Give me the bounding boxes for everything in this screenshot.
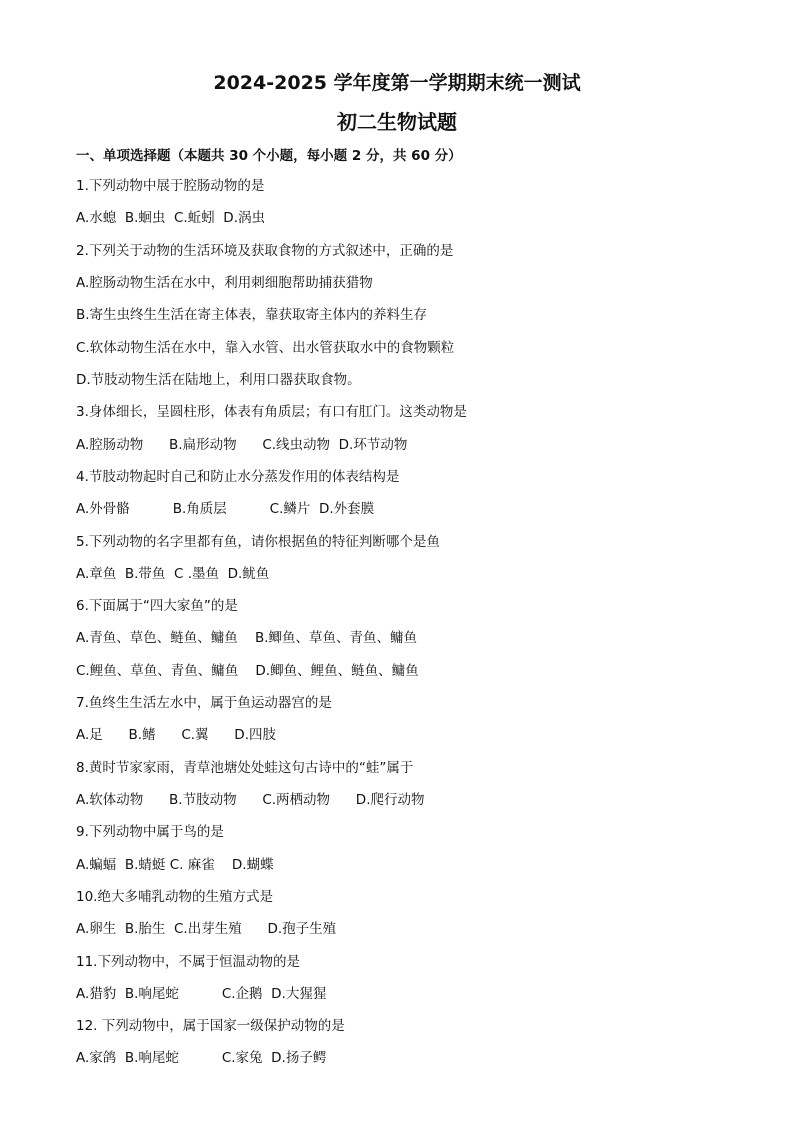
option-line: A.外骨骼 B.角质层 C.鳞片 D.外套膜 [76, 501, 375, 517]
question-line: 7.鱼终生生活左水中，属于鱼运动器宫的是 [76, 695, 332, 711]
question-line: 12. 下列动物中，属于国家一级保护动物的是 [76, 1018, 345, 1034]
option-line: D.节肢动物生活在陆地上，利用口器获取食物。 [76, 372, 361, 388]
option-line: A.足 B.鳍 C.翼 D.四肢 [76, 727, 276, 743]
option-line: A.水螅 B.蛔虫 C.蚯蚓 D.涡虫 [76, 210, 265, 226]
option-line: A.腔肠动物 B.扁形动物 C.线虫动物 D.环节动物 [76, 437, 408, 453]
option-line: A.蝙蝠 B.蜻蜓 C. 麻雀 D.蝴蝶 [76, 857, 274, 873]
option-line: C.软体动物生活在水中，靠入水管、出水管获取水中的食物颗粒 [76, 340, 455, 356]
question-line: 4.节肢动物起时自己和防止水分蒸发作用的体表结构是 [76, 469, 400, 485]
question-line: 8.黄时节家家雨，青草池塘处处蛙这句古诗中的“蛙”属于 [76, 760, 414, 776]
section-heading: 一、单项选择题（本题共 30 个小题，每小题 2 分，共 60 分） [76, 148, 462, 164]
question-line: 2.下列关于动物的生活环境及获取食物的方式叙述中，正确的是 [76, 243, 454, 259]
option-line: A.腔肠动物生活在水中，利用刺细胞帮助捕获猎物 [76, 275, 373, 291]
question-line: 11.下列动物中，不属于恒温动物的是 [76, 954, 300, 970]
question-line: 9.下列动物中属于鸟的是 [76, 824, 224, 840]
option-line: B.寄生虫终生生活在寄主体表，靠获取寄主体内的养料生存 [76, 307, 428, 323]
option-line: A.软体动物 B.节肢动物 C.两栖动物 D.爬行动物 [76, 792, 425, 808]
option-line: A.猎豹 B.响尾蛇 C.企鹅 D.大猩猩 [76, 986, 327, 1002]
exam-subtitle: 初二生物试题 [337, 110, 457, 134]
question-line: 1.下列动物中展于腔肠动物的是 [76, 178, 265, 194]
option-line: A.章鱼 B.带鱼 C .墨鱼 D.鱿鱼 [76, 566, 270, 582]
question-line: 5.下列动物的名字里都有鱼，请你根据鱼的特征判断哪个是鱼 [76, 534, 440, 550]
option-line: C.鲤鱼、草鱼、青鱼、鳙鱼 D.鲫鱼、鲤鱼、鲢鱼、鳙鱼 [76, 663, 419, 679]
option-line: A.卵生 B.胎生 C.出芽生殖 D.孢子生殖 [76, 921, 337, 937]
option-line: A.青鱼、草色、鲢鱼、鳙鱼 B.鲫鱼、草鱼、青鱼、鳙鱼 [76, 630, 418, 646]
question-line: 10.绝大多哺乳动物的生殖方式是 [76, 889, 273, 905]
question-line: 6.下面属于“四大家鱼”的是 [76, 598, 238, 614]
question-line: 3.身体细长，呈圆柱形，体表有角质层；有口有肛门。这类动物是 [76, 404, 467, 420]
option-line: A.家鸽 B.响尾蛇 C.家兔 D.扬子鳄 [76, 1050, 327, 1066]
exam-title: 2024-2025 学年度第一学期期末统一测试 [213, 72, 581, 94]
